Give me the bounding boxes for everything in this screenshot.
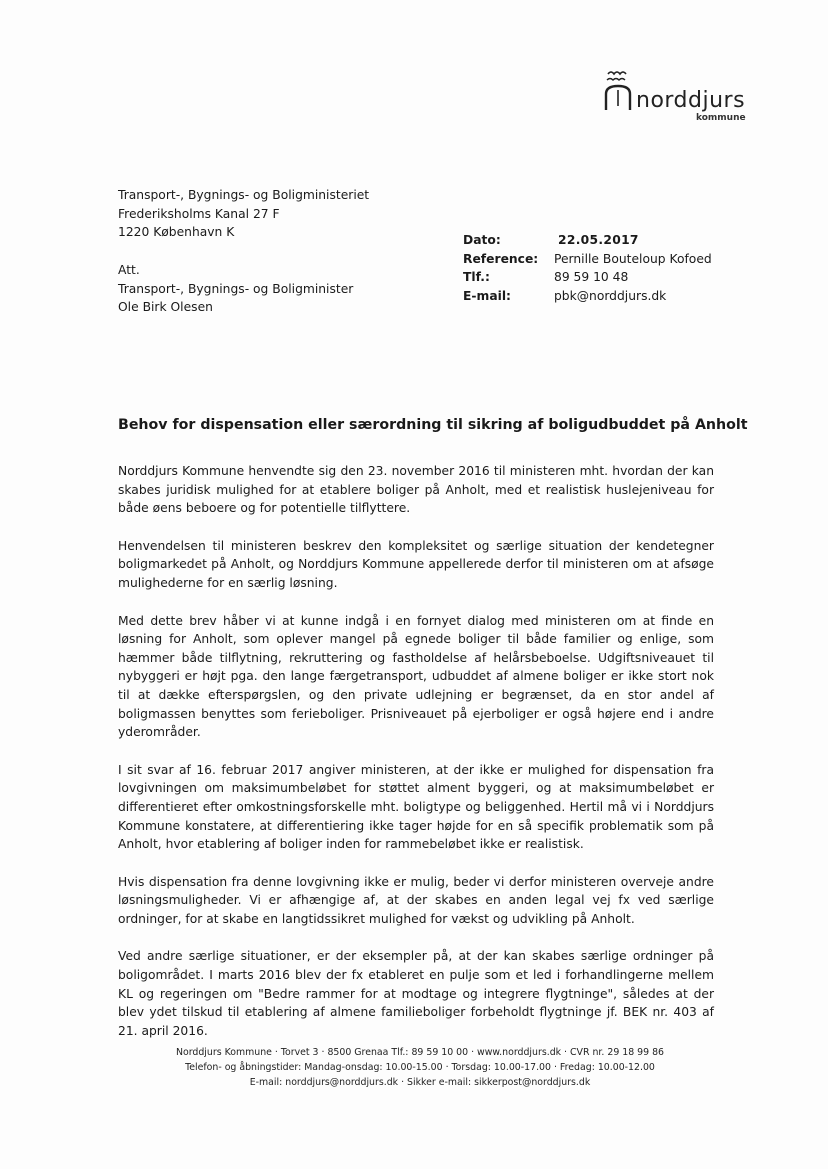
meta-label: Dato: xyxy=(463,233,501,247)
meta-row-date xyxy=(463,231,733,250)
meta-value: 89 59 10 48 xyxy=(554,270,629,284)
address-line: Transport-, Bygnings- og Boligministeriet xyxy=(118,188,370,202)
att-line: Transport-, Bygnings- og Boligminister xyxy=(118,281,354,296)
logo-wordmark: norddjurs xyxy=(636,88,746,113)
att-line: Ole Birk Olesen xyxy=(118,300,213,314)
body-paragraph: I sit svar af 16. februar 2017 angiver ministeren, at der ikke er mulighed for dispensation fra lovgivningen om maksimumbeløbet for støttet alment byggeri, og at maksimumbeløbet er differentieret efter omkostningsforskelle mht. boligtype og beliggenhed. Hertil må vi i Norddjurs Kommune konstatere, at differentiering ikke tager højde for en så specifik problematik som på Anholt, hvor etablering af boliger inden for rammebeløbet ikke er realistisk. xyxy=(118,762,714,852)
body-paragraph: Ved andre særlige situationer, er der eksempler på, at der kan skabes særlige ordninger på boligområdet. I marts 2016 blev der fx etableret en pulje som et led i forhandlingerne mellem KL og regeringen om "Bedre rammer for at modtage og integrere flygtninge", således at der blev ydet tilskud til etablering af almene familieboliger forbeholdt flygtninge jf. BEK nr. 403 af 21. april 2016. xyxy=(118,949,714,1038)
meta-value: 22.05.2017 xyxy=(558,233,639,247)
letter-footer xyxy=(170,1045,670,1090)
recipient-address xyxy=(118,186,369,242)
body-paragraph: Norddjurs Kommune henvendte sig den 23. november 2016 til ministeren mht. hvordan der kan skabes juridisk mulighed for at etablere boliger på Anholt, med et realistisk huslejeniveau for både øens beboere og for potentielle tilflyttere. xyxy=(118,464,714,516)
meta-row-email xyxy=(463,287,733,306)
meta-label: E-mail: xyxy=(463,288,511,303)
meta-row-reference xyxy=(463,250,733,269)
body-paragraph: Med dette brev håber vi at kunne indgå i en fornyet dialog med ministeren om at finde en løsning for Anholt, som oplever mangel på egnede boliger til både familier og enlige, som hæmmer både tilflytning, rekruttering og fastholdelse af helårsbeboelse. Udgiftsniveauet til nybyggeri er højt pga. den lange færgetransport, udbuddet af almene boliger er ikke stort nok til at dække efterspørgslen, og den private udlejning er begrænset, da en stor andel af boligmassen benyttes som ferieboliger. Prisniveauet på ejerboliger er også højere end i andre yderområder. xyxy=(118,613,714,740)
body-paragraph: Henvendelsen til ministeren beskrev den kompleksitet og særlige situation der kendetegner boligmarkedet på Anholt, og Norddjurs Kommune appellerede derfor til ministeren om at afsøge mulighederne for en særlig løsning. xyxy=(118,538,714,590)
address-line: 1220 København K xyxy=(118,225,235,239)
footer-line: E-mail: norddjurs@norddjurs.dk · Sikker e-mail: sikkerpost@norddjurs.dk xyxy=(249,1077,591,1088)
att-line: Att. xyxy=(118,263,140,277)
recipient-attention xyxy=(118,261,353,317)
meta-label: Reference: xyxy=(463,251,539,266)
wave-pillar-icon xyxy=(600,66,640,116)
norddjurs-logo xyxy=(600,66,760,126)
footer-line: Telefon- og åbningstider: Mandag-onsdag: 10.00-15.00 · Torsdag: 10.00-17.00 · Fredag: 10.00-12.00 xyxy=(185,1062,655,1073)
meta-value: Pernille Bouteloup Kofoed xyxy=(554,251,712,266)
letter-meta xyxy=(463,231,733,305)
meta-row-phone xyxy=(463,268,733,287)
meta-label: Tlf.: xyxy=(463,270,490,284)
address-line: Frederiksholms Kanal 27 F xyxy=(118,206,280,221)
letter-body xyxy=(118,462,714,1059)
logo-subtitle: kommune xyxy=(696,113,746,123)
letter-heading: Behov for dispensation eller særordning til sikring af boligudbuddet på Anholt xyxy=(118,417,748,433)
body-paragraph: Hvis dispensation fra denne lovgivning ikke er mulig, beder vi derfor ministeren overveje andre løsningsmuligheder. Vi er afhængige af, at der skabes en anden legal vej fx ved særlige ordninger, for at skabe en langtidssikret mulighed for vækst og udvikling på Anholt. xyxy=(118,874,714,926)
footer-line: Norddjurs Kommune · Torvet 3 · 8500 Grenaa Tlf.: 89 59 10 00 · www.norddjurs.dk · CVR nr. 29 18 99 86 xyxy=(175,1047,665,1058)
meta-value: pbk@norddjurs.dk xyxy=(554,288,667,303)
